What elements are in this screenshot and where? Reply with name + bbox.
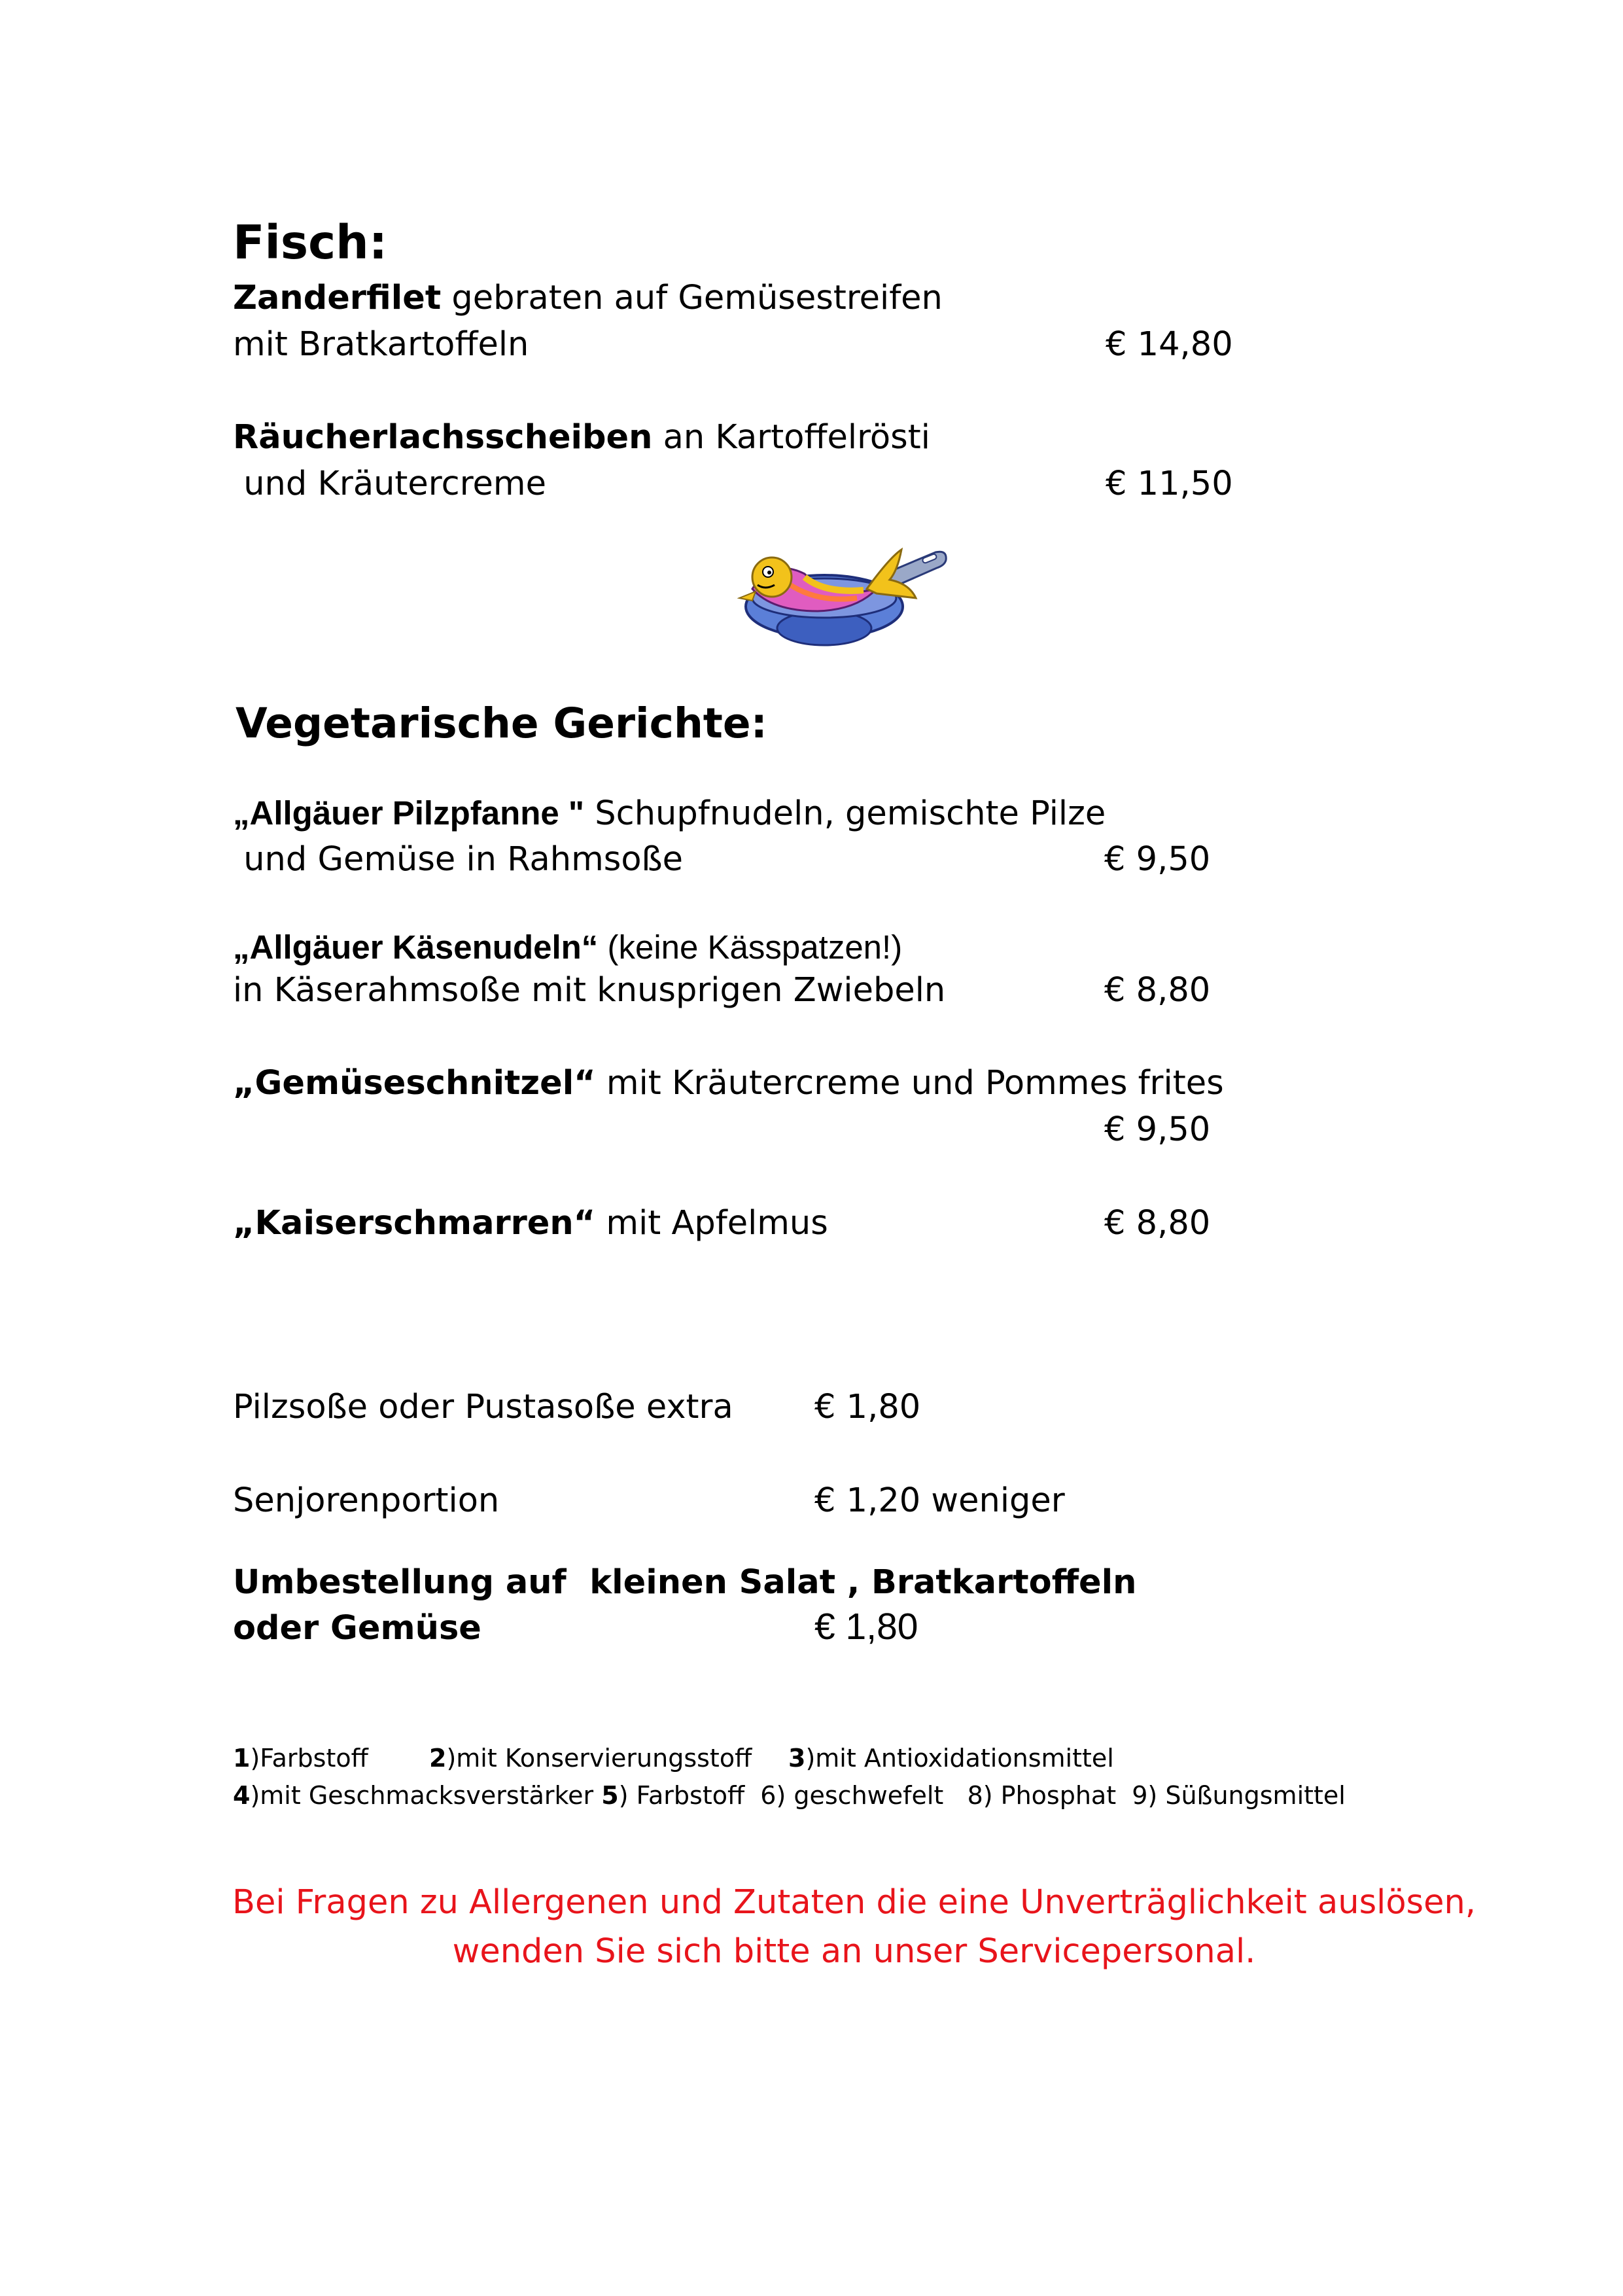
dish-desc-line2: und Gemüse in Rahmsoße [233, 840, 684, 879]
menu-item-raeucherlachs [233, 418, 930, 457]
extra-label: Senjorenportion [233, 1481, 500, 1520]
section-heading-vegetarisch: Vegetarische Gerichte: [236, 699, 767, 747]
dish-desc: gebraten auf Gemüsestreifen [441, 279, 943, 317]
menu-item-kaesenudeln [233, 930, 902, 964]
dish-desc: Schupfnudeln, gemischte Pilze [584, 794, 1106, 833]
menu-item-pilzpfanne [233, 794, 1106, 833]
dish-price: € 8,80 [1104, 971, 1211, 1010]
umbestellung-price: € 1,80 [814, 1606, 918, 1648]
section-heading-fisch: Fisch: [233, 215, 388, 270]
dish-price: € 14,80 [1106, 325, 1233, 364]
dish-price: € 11,50 [1106, 465, 1233, 503]
dish-name: „Allgäuer Käsenudeln“ [233, 928, 599, 966]
allergen-notice-line2: wenden Sie sich bitte an unser Servicepersonal. [452, 1932, 1256, 1971]
allergen-notice-line1: Bei Fragen zu Allergenen und Zutaten die eine Unverträglichkeit auslösen, [232, 1883, 1476, 1922]
dish-desc: mit Apfelmus [595, 1204, 828, 1243]
additive-1: 1)Farbstoff [233, 1744, 368, 1773]
umbestellung-line1: Umbestellung auf kleinen Salat , Bratkartoffeln [233, 1563, 1137, 1602]
menu-item-gemueseschnitzel [233, 1064, 1224, 1103]
dish-desc: (keine Kässpatzen!) [598, 928, 903, 966]
fish-in-pan-illustration [726, 538, 949, 656]
dish-name: „Gemüseschnitzel“ [233, 1064, 596, 1103]
dish-name: Zanderfilet [233, 279, 442, 317]
dish-desc-line2: in Käserahmsoße mit knusprigen Zwiebeln [233, 971, 946, 1010]
dish-desc: mit Kräutercreme und Pommes frites [595, 1064, 1224, 1103]
menu-item-zanderfilet [233, 281, 943, 315]
extra-price: € 1,20 weniger [814, 1481, 1065, 1520]
dish-desc: an Kartoffelrösti [652, 418, 930, 457]
additives-row2: 4)mit Geschmacksverstärker 5) Farbstoff 6) geschwefelt 8) Phosphat 9) Süßungsmittel [233, 1781, 1346, 1810]
additive-3: 3)mit Antioxidationsmittel [788, 1744, 1114, 1773]
dish-name: Räucherlachsscheiben [233, 418, 653, 457]
menu-item-kaiserschmarren [233, 1204, 828, 1243]
dish-name: „Kaiserschmarren“ [233, 1204, 596, 1243]
dish-price: € 8,80 [1104, 1204, 1211, 1243]
dish-desc-line2: mit Bratkartoffeln [233, 325, 529, 364]
additive-2: 2)mit Konservierungsstoff [429, 1744, 752, 1773]
extra-label: Pilzsoße oder Pustasoße extra [233, 1388, 733, 1426]
dish-price: € 9,50 [1104, 1110, 1211, 1149]
extra-price: € 1,80 [814, 1388, 921, 1426]
dish-name: „Allgäuer Pilzpfanne " [233, 794, 585, 832]
dish-desc-line2: und Kräutercreme [233, 465, 546, 503]
dish-price: € 9,50 [1104, 840, 1211, 879]
umbestellung-line2: oder Gemüse [233, 1609, 481, 1648]
